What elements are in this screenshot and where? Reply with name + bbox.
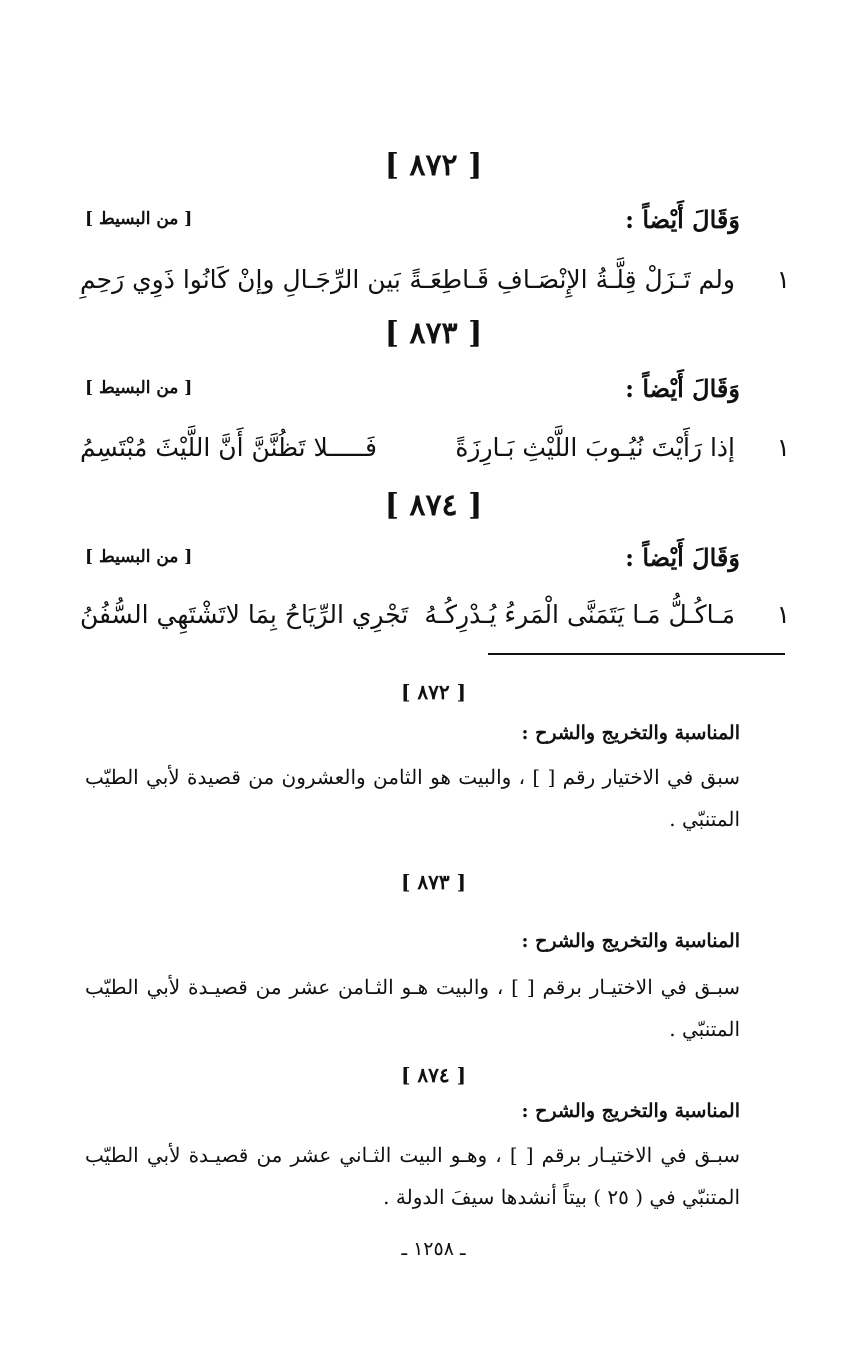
verse-line <box>80 433 790 481</box>
page-number: ـ ١٢٥٨ ـ <box>401 1238 466 1260</box>
poem-meter: [ من البسيط ] <box>85 547 193 567</box>
verse-second-hemistich: بَين الرِّجَـالِ وإنْ كَانُوا ذَوِي رَحِمِ <box>80 265 401 294</box>
poem-number: [ ٨٧٢ ] <box>384 148 483 183</box>
verse-second-hemistich: فَـــــلا تَظُنَّنَّ أَنَّ اللَّيْثَ مُبْتَسِمُ <box>80 433 377 462</box>
verse-number: ١ <box>776 265 790 294</box>
poem-intro-row <box>85 205 740 239</box>
verse-second-hemistich: تَجْرِي الرِّيَاحُ بِمَا لاتَشْتَهِي السُّفُنُ <box>80 600 409 629</box>
note-heading: المناسبة والتخريج والشرح : <box>521 930 740 952</box>
poem-intro: وَقَالَ أَيْضاً : <box>625 374 740 403</box>
verse-line <box>80 600 790 648</box>
poem-number: [ ٨٧٤ ] <box>384 488 483 523</box>
verse-number: ١ <box>776 600 790 629</box>
poem-intro: وَقَالَ أَيْضاً : <box>625 205 740 234</box>
verse-line <box>80 265 790 313</box>
note-text: سبـق في الاختيـار برقم [ ] ، وهـو البيت الثـاني عشر من قصيـدة لأبي الطيّب المتنبّي في ( ٢٥ ) بيتاً أنشدها سيفَ الدولة . <box>85 1143 740 1209</box>
verse-first-hemistich: مَـاكُـلُّ مَـا يَتَمَنَّى الْمَرءُ يُـدْرِكُـهُ <box>424 600 735 629</box>
note-text: سبـق في الاختيـار برقم [ ] ، والبيت هـو الثـامن عشر من قصيـدة لأبي الطيّب المتنبّي . <box>85 975 740 1041</box>
poem-meter: [ من البسيط ] <box>85 378 193 398</box>
note-text: سبق في الاختيار رقم [ ] ، والبيت هو الثامن والعشرون من قصيدة لأبي الطيّب المتنبّي . <box>85 765 740 831</box>
verse-first-hemistich: إذا رَأَيْتَ نُيُـوبَ اللَّيْثِ بَـارِزَةً <box>455 433 735 462</box>
poem-intro-row <box>85 543 740 577</box>
note-number: [ ٨٧٤ ] <box>400 1063 467 1087</box>
footnote-divider <box>488 653 785 655</box>
note-heading: المناسبة والتخريج والشرح : <box>521 722 740 744</box>
poem-intro-row <box>85 374 740 408</box>
note-number: [ ٨٧٣ ] <box>400 870 467 894</box>
note-heading: المناسبة والتخريج والشرح : <box>521 1100 740 1122</box>
poem-meter: [ من البسيط ] <box>85 209 193 229</box>
poem-number: [ ٨٧٣ ] <box>384 316 483 351</box>
note-number: [ ٨٧٢ ] <box>400 680 467 704</box>
verse-number: ١ <box>776 433 790 462</box>
verse-first-hemistich: ولم تَـزَلْ قِلَّـةُ الإِنْصَـافِ قَـاطِعَـةً <box>409 265 735 294</box>
poem-intro: وَقَالَ أَيْضاً : <box>625 543 740 572</box>
